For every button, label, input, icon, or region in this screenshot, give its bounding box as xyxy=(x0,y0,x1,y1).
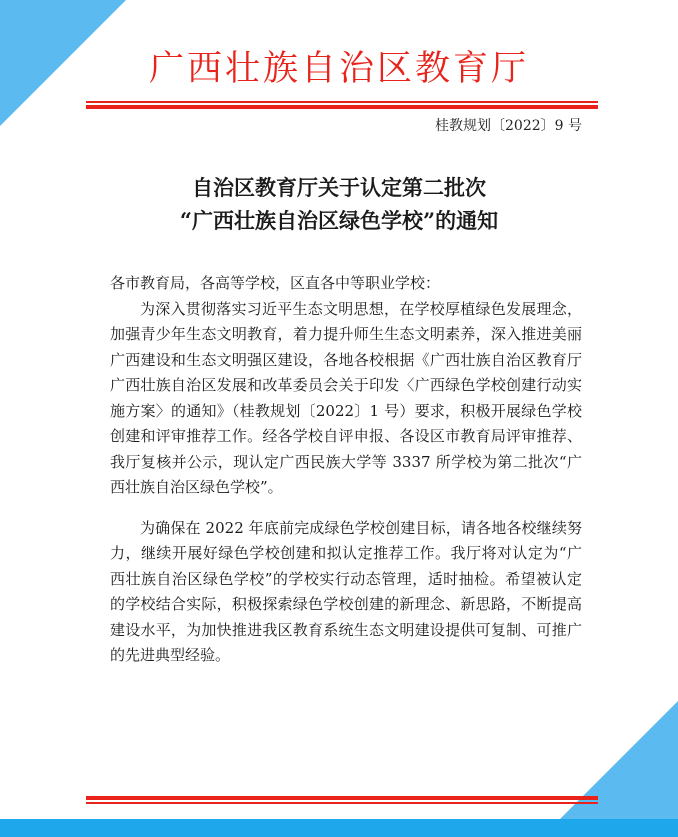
footer-rule-thin xyxy=(86,802,598,804)
bottom-right-corner-decoration xyxy=(542,701,678,837)
title-line-2: “广西壮族自治区绿色学校”的通知 xyxy=(179,208,499,233)
footer-rule-thick xyxy=(86,796,598,800)
header-rule-thick xyxy=(86,105,598,109)
bottom-blue-bar xyxy=(0,819,678,837)
body-paragraph-2: 为确保在 2022 年底前完成绿色学校创建目标，请各地各校继续努力，继续开展好绿色学校创建和拟认定推荐工作。我厅将对认定为“广西壮族自治区绿色学校”的学校实行动态管理，适时抽检。希望被认定的学校结合实际，积极探索绿色学校创建的新理念、新思路，不断提高建设水平，为加快推进我区教育系统生态文明建设提供可复制、可推广的先进典型经验。 xyxy=(110,518,582,664)
body-paragraph-1: 为深入贯彻落实习近平生态文明思想，在学校厚植绿色发展理念，加强青少年生态文明教育，着力提升师生生态文明素养，深入推进美丽广西建设和生态文明强区建设，各地各校根据《广西壮族自治区教育厅 广西壮族自治区发展和改革委员会关于印发〈广西绿色学校创建行动实施方案〉的通知》（桂教规划〔2022〕1 号）要求，积极开展绿色学校创建和评审推荐工作。经各学校自评申报、各设区市教育局评审推荐、我厅复核并公示，现认定广西民族大学等 3337 所学校为第二批次“广西壮族自治区绿色学校”。 xyxy=(110,299,582,496)
document-number: 桂教规划〔2022〕9 号 xyxy=(435,118,582,134)
issuing-authority-header: 广西壮族自治区教育厅 xyxy=(148,49,529,89)
document-body xyxy=(110,271,582,669)
document-title xyxy=(0,171,678,237)
title-line-1: 自治区教育厅关于认定第二批次 xyxy=(192,175,486,200)
header-rule-thin xyxy=(86,101,598,103)
salutation: 各市教育局，各高等学校，区直各中等职业学校： xyxy=(110,274,441,292)
